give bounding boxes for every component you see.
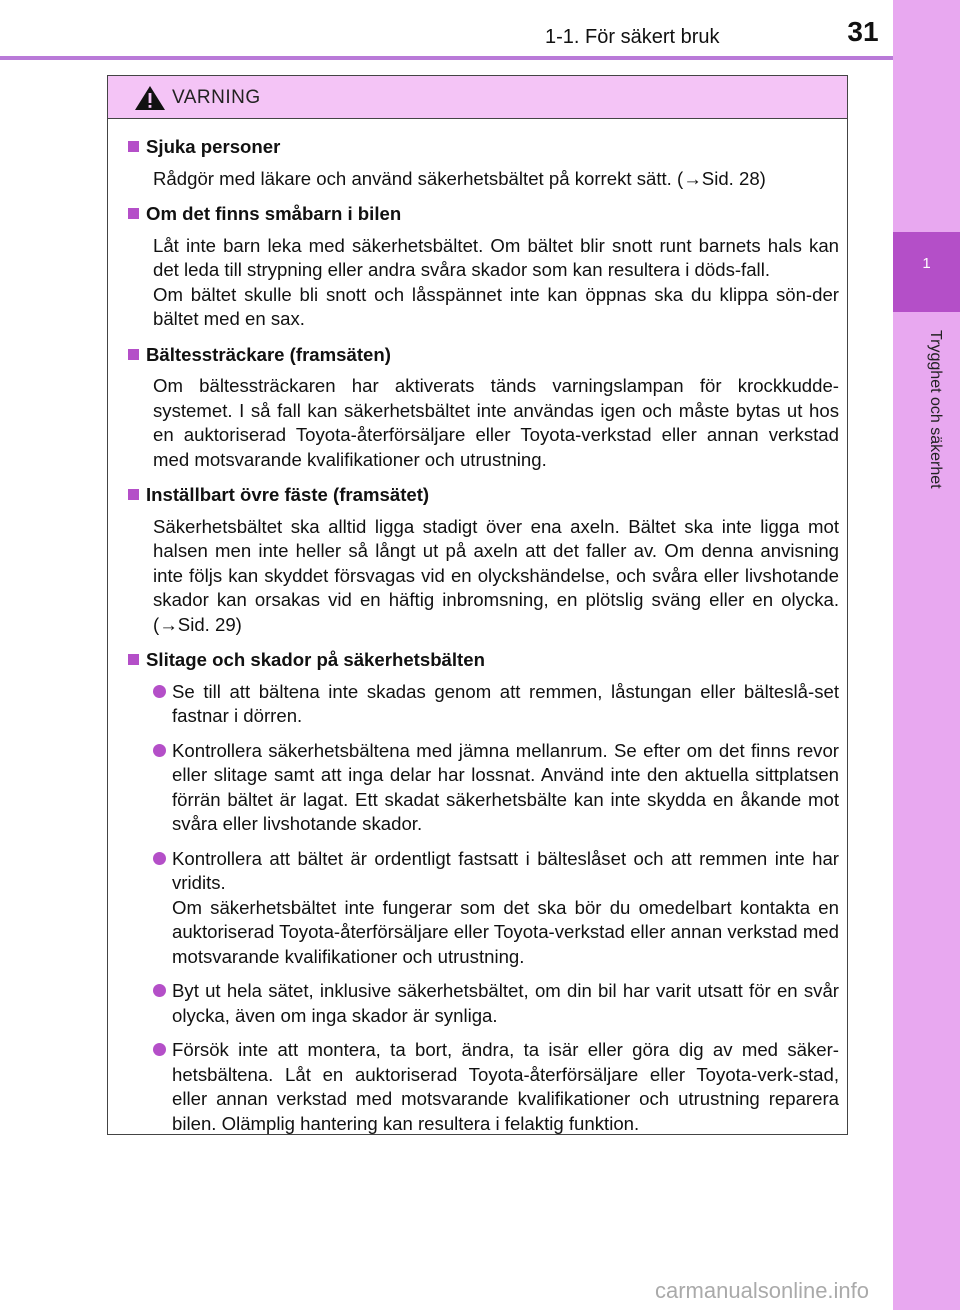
bullet-text bbox=[172, 739, 839, 837]
warning-section bbox=[128, 343, 839, 473]
chapter-tab-marker bbox=[893, 232, 960, 312]
square-bullet-icon bbox=[128, 489, 139, 500]
section-paragraph: Säkerhetsbältet ska alltid ligga stadigt över ena axeln. Bältet ska inte ligga mot halsen men inte heller så långt ut på axeln att det faller av. Om denna anvisning inte följs kan skyddet försvagas vid en olyckshändelse, och svåra eller livshotande skador kan orsakas vid en häftig inbromsning, en plötslig sväng eller en olycka. (→Sid. 29) bbox=[153, 515, 839, 635]
section-paragraph: Om bältessträckaren har aktiverats tänds varningslampan för krockkudde-systemet. I så fall kan säkerhetsbältet inte användas igen och måste bytas ut hos en auktoriserad Toyota-återförsäljare eller Toyota-verkstad eller annan verkstad med motsvarande kvalifikationer och utrustning. bbox=[153, 375, 839, 470]
section-title: 1-1. För säkert bruk bbox=[545, 26, 720, 48]
section-heading-text: Bältessträckare (framsäten) bbox=[146, 343, 391, 365]
bullet-paragraph: Kontrollera att bältet är ordentligt fastsatt i bälteslåset och att remmen inte har vridits. bbox=[172, 847, 839, 893]
round-bullet-icon bbox=[153, 1043, 166, 1056]
section-paragraph: Låt inte barn leka med säkerhetsbältet. Om bältet blir snott runt barnets hals kan det leda till strypning eller andra svåra skador som kan resultera i döds-fall. bbox=[153, 234, 839, 280]
bullet-item bbox=[128, 847, 839, 970]
warning-section bbox=[128, 483, 839, 637]
square-bullet-icon bbox=[128, 141, 139, 152]
bullet-item bbox=[128, 680, 839, 729]
bullet-paragraph: Försök inte att montera, ta bort, ändra, ta isär eller göra dig av med säker-hetsbältena. Låt en auktoriserad Toyota-återförsäljare eller Toyota-verk-stad, eller annan verkstad med motsvarande kvalifikationer och utrustning reparera bilen. Olämplig hantering kan resultera i felaktig funktion. bbox=[172, 1039, 839, 1134]
section-heading-text: Slitage och skador på säkerhetsbälten bbox=[146, 649, 485, 670]
square-bullet-icon bbox=[128, 208, 139, 219]
warning-section bbox=[128, 648, 839, 1136]
section-paragraph: Om bältet skulle bli snott och låsspännet inte kan öppnas ska du klippa sön-der bältet med en sax. bbox=[153, 283, 839, 329]
warning-box bbox=[107, 75, 848, 1135]
chapter-number: 1 bbox=[922, 255, 931, 272]
round-bullet-icon bbox=[153, 984, 166, 997]
bullet-paragraph: Om säkerhetsbältet inte fungerar som det ska bör du omedelbart kontakta en auktoriserad Toyota-återförsäljare eller Toyota-verkstad eller annan verkstad med motsvarande kvalifikationer och utrustning. bbox=[172, 896, 839, 967]
bullet-paragraph: Byt ut hela sätet, inklusive säkerhetsbältet, om din bil har varit utsatt för en svår olycka, även om inga skador är synliga. bbox=[172, 980, 839, 1026]
warning-title: VARNING bbox=[172, 87, 261, 108]
round-bullet-icon bbox=[153, 852, 166, 865]
header-divider bbox=[0, 56, 893, 60]
warning-header bbox=[108, 76, 847, 119]
round-bullet-icon bbox=[153, 744, 166, 757]
section-heading bbox=[128, 135, 839, 160]
bullet-item bbox=[128, 1038, 839, 1136]
warning-section bbox=[128, 135, 839, 191]
bullet-text bbox=[172, 847, 839, 970]
chapter-side-tab bbox=[893, 0, 960, 1310]
chapter-title: Trygghet och säkerhet bbox=[927, 330, 944, 489]
bullet-paragraph: Se till att bältena inte skadas genom att remmen, låstungan eller bälteslå-set fastnar i dörren. bbox=[172, 680, 839, 726]
section-heading bbox=[128, 343, 839, 368]
round-bullet-icon bbox=[153, 685, 166, 698]
section-heading bbox=[128, 202, 839, 227]
bullet-text bbox=[172, 1038, 839, 1136]
bullet-item bbox=[128, 739, 839, 837]
warning-triangle-icon bbox=[134, 85, 166, 111]
square-bullet-icon bbox=[128, 654, 139, 665]
watermark: carmanualsonline.info bbox=[655, 1278, 870, 1303]
bullet-item bbox=[128, 979, 839, 1028]
square-bullet-icon bbox=[128, 349, 139, 360]
section-heading-text: Inställbart övre fäste (framsätet) bbox=[146, 484, 430, 505]
bullet-paragraph: Kontrollera säkerhetsbältena med jämna mellanrum. Se efter om det finns revor eller slitage samt att inga delar har lossnat. Använd inte den aktuella sittplatsen förrän bältet är lagat. Ett skadat säkerhetsbälte kan inte skydda en åkande mot svåra eller livshotande skador. bbox=[172, 739, 839, 834]
section-paragraph: Rådgör med läkare och använd säkerhetsbältet på korrekt sätt. (→Sid. 28) bbox=[153, 167, 766, 189]
section-heading bbox=[128, 648, 839, 673]
bullet-text bbox=[172, 979, 839, 1028]
page-number: 31 bbox=[847, 16, 879, 47]
section-heading-text: Sjuka personer bbox=[146, 136, 281, 157]
section-heading-text: Om det finns småbarn i bilen bbox=[146, 203, 402, 224]
bullet-text bbox=[172, 680, 839, 729]
warning-section bbox=[128, 202, 839, 332]
section-heading bbox=[128, 483, 839, 508]
warning-body bbox=[108, 119, 847, 1136]
